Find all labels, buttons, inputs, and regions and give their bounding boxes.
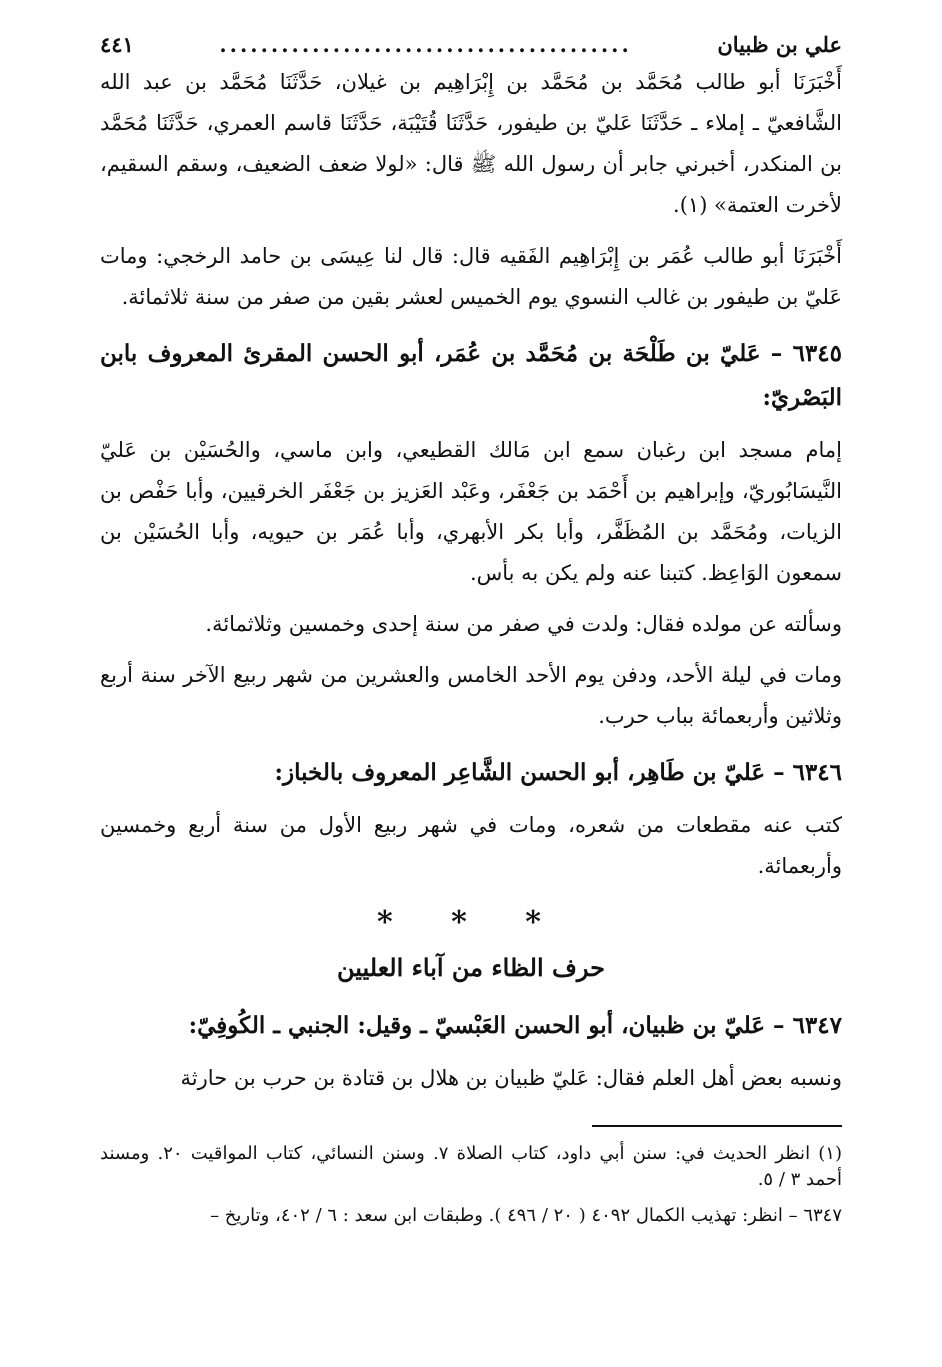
- paragraph-entry-6345-death: ومات في ليلة الأحد، ودفن يوم الأحد الخامس والعشرين من شهر ربيع الآخر سنة أربع وثلاثين وأربعمائة بباب حرب.: [100, 663, 842, 728]
- entry-heading-6346: ٦٣٤٦ – عَليّ بن طَاهِر، أبو الحسن الشَّاعِر المعروف بالخباز:: [274, 759, 842, 786]
- paragraph-entry-6347-bio: ونسبه بعض أهل العلم فقال: عَليّ ظبيان بن هلال بن قتادة بن حرب بن حارثة: [180, 1066, 842, 1090]
- entry-heading-6347: ٦٣٤٧ – عَليّ بن ظبيان، أبو الحسن العَبْسيّ ـ وقيل: الجنبي ـ الكُوفِيّ:: [188, 1012, 842, 1039]
- running-header: [100, 28, 842, 62]
- page-number: ٤٤١: [100, 32, 134, 57]
- footnote-divider: [592, 1125, 842, 1127]
- entry-heading-6345: ٦٣٤٥ – عَليّ بن طَلْحَة بن مُحَمَّد بن عُمَر، أبو الحسن المقرئ المعروف بابن البَصْريّ:: [100, 340, 842, 411]
- header-leader-dots: [140, 28, 712, 62]
- footnote-1: (١) انظر الحديث في: سنن أبي داود، كتاب الصلاة ٧. وسنن النسائي، كتاب المواقيت ٢٠. ومسند أحمد ٣ / ٥.: [100, 1143, 842, 1190]
- paragraph-entry-6345-bio: إمام مسجد ابن رغبان سمع ابن مَالك القطيعي، وابن ماسي، والحُسَيْن بن عَليّ النَّيسَابُوريّ، وإبراهيم بن أَحْمَد بن جَعْفَر، وعَبْد العَزيز بن جَعْفَر الخرقيين، وأبا حَفْص بن الزيات، ومُحَمَّد بن المُظَفَّر، وأبا بكر الأبهري، وأبا عُمَر بن حيويه، وأبا الحُسَيْن بن سمعون الوَاعِظ. كتبنا عنه ولم يكن به بأس.: [100, 438, 842, 585]
- section-separator-stars: * * *: [377, 905, 565, 940]
- paragraph-entry-6346-bio: كتب عنه مقطعات من شعره، ومات في شهر ربيع الأول من سنة أربع وخمسين وأربعمائة.: [100, 813, 842, 878]
- paragraph-entry-6345-birth: وسألته عن مولده فقال: ولدت في صفر من سنة إحدى وخمسين وثلاثمائة.: [205, 612, 842, 636]
- chapter-heading: حرف الظاء من آباء العليين: [337, 953, 605, 982]
- paragraph-death-note: أَخْبَرَنَا أبو طالب عُمَر بن إِبْرَاهِيم الفَقيه قال: قال لنا عِيسَى بن حامد الرخجي: ومات عَليّ بن طيفور بن غالب النسوي يوم الخميس لعشر بقين من صفر من سنة ثلاثمائة.: [100, 244, 842, 309]
- running-title: علي بن ظبيان: [717, 32, 842, 57]
- footnote-6347-sources: ٦٣٤٧ – انظر: تهذيب الكمال ٤٠٩٢ ( ٢٠ / ٤٩٦ ). وطبقات ابن سعد : ٦ / ٤٠٢، وتاريخ –: [210, 1205, 842, 1226]
- paragraph-hadith-chain: أَخْبَرَنَا أبو طالب مُحَمَّد بن مُحَمَّد بن إِبْرَاهِيم بن غيلان، حَدَّثَنَا مُحَمَّد بن عبد الله الشَّافعيّ ـ إملاء ـ حَدَّثَنَا عَليّ بن طيفور، حَدَّثَنَا قُتَيْبَة، حَدَّثَنَا قاسم العمري، حَدَّثَنَا مُحَمَّد بن المنكدر، أخبرني جابر أن رسول الله ﷺ قال: «لولا ضعف الضعيف، وسقم السقيم، لأخرت العتمة» (١).: [100, 70, 842, 217]
